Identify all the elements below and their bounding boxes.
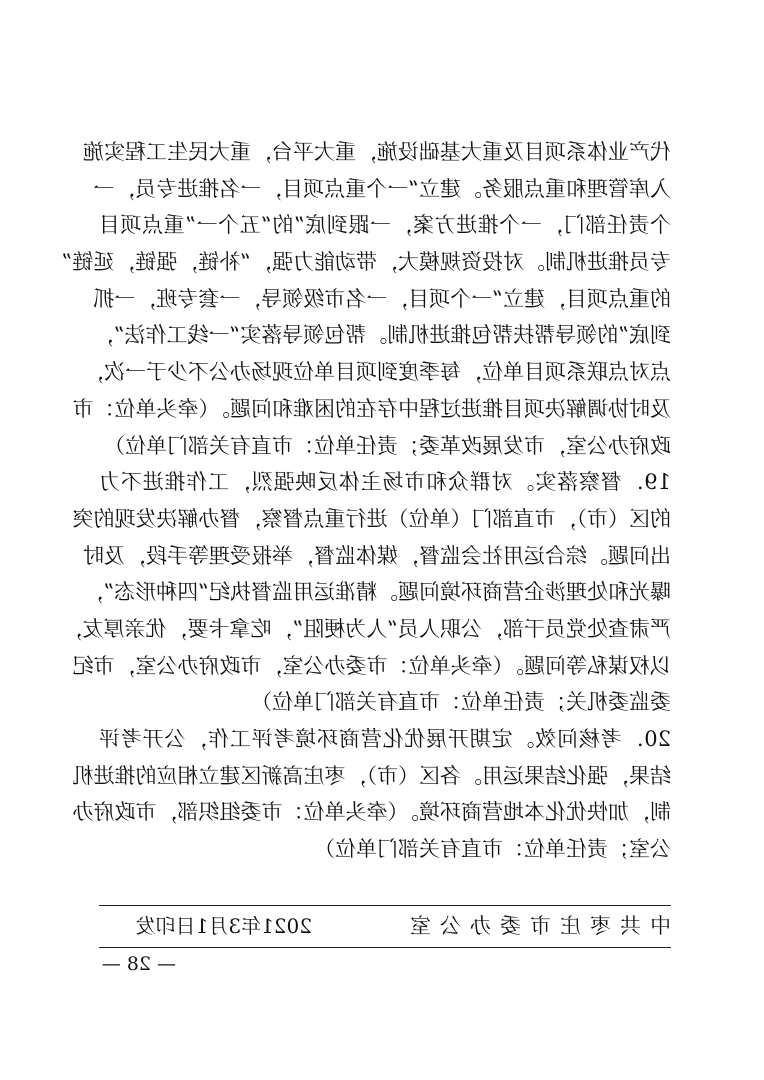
body-line: 委监委机关；责任单位：市直有关部门单位） xyxy=(251,690,671,715)
body-line: 以权谋私等问题。（牵头单位：市委办公室，市政府办公室，市纪 xyxy=(72,653,671,678)
body-line: 专员推进机制。对投资规模大，带动能力强，“补链，强链，延链” xyxy=(61,250,671,275)
page-number: — 28 — xyxy=(101,953,176,975)
body-line: 及时协调解决项目推进过程中存在的困难和问题。（牵头单位：市 xyxy=(72,396,671,421)
footer-rule-bottom xyxy=(99,947,671,948)
body-line: 结果，强化结果运用。各区（市），枣庄高新区建立相应的推进机 xyxy=(72,763,671,788)
body-line: 制，加快优化本地营商环境。（牵头单位：市委组织部，市政府办 xyxy=(72,800,671,825)
body-line: 到底”的领导帮扶帮包推进机制。帮包领导落实“一线工作法”， xyxy=(92,323,671,348)
body-line: 20．考核问效。定期开展优化营商环境考评工作，公开考评 xyxy=(99,727,671,751)
body-line: 入库管理和重点服务。建立“一个重点项目，一名推进专员，一 xyxy=(93,176,671,201)
body-line: 19．督察落实。对群众和市场主体反映强烈，工作推进不力 xyxy=(99,470,671,495)
body-line: 公室；责任单位：市直有关部门单位） xyxy=(314,837,671,862)
body-line: 曝光和处理涉企营商环境问题。精准运用监督执纪“四种形态”， xyxy=(82,580,671,605)
footer-rule-top xyxy=(99,905,671,906)
body-line: 严肃查处党员干部，公职人员“人为梗阻”，吃拿卡要，优亲厚友， xyxy=(61,616,671,641)
body-line: 点对点联系项目单位，每季度到项目单位现场办公不少于一次， xyxy=(83,360,671,385)
body-line: 出问题。综合运用社会监督，媒体监督，举报受理等手段，及时 xyxy=(83,543,671,568)
issuing-office: 中共枣庄市委办公室 xyxy=(401,914,671,938)
body-line: 个责任部门，一个推进方案，一跟到底”的“五个一”重点项目 xyxy=(99,213,671,238)
body-line: 代产业体系项目及重大基础设施，重大平台，重大民生工程实施 xyxy=(83,140,671,164)
document-body xyxy=(61,134,671,868)
issue-date: 2021年3月1日印发 xyxy=(135,914,312,938)
body-line: 政府办公室，市发展改革委；责任单位：市直有关部门单位） xyxy=(104,433,671,458)
body-line: 的重点项目，建立“一个项目，一名市级领导，一套专班，一抓 xyxy=(93,286,671,311)
body-line: 的区（市），市直部门（单位）进行重点督察，督办解决发现的突 xyxy=(72,506,671,531)
